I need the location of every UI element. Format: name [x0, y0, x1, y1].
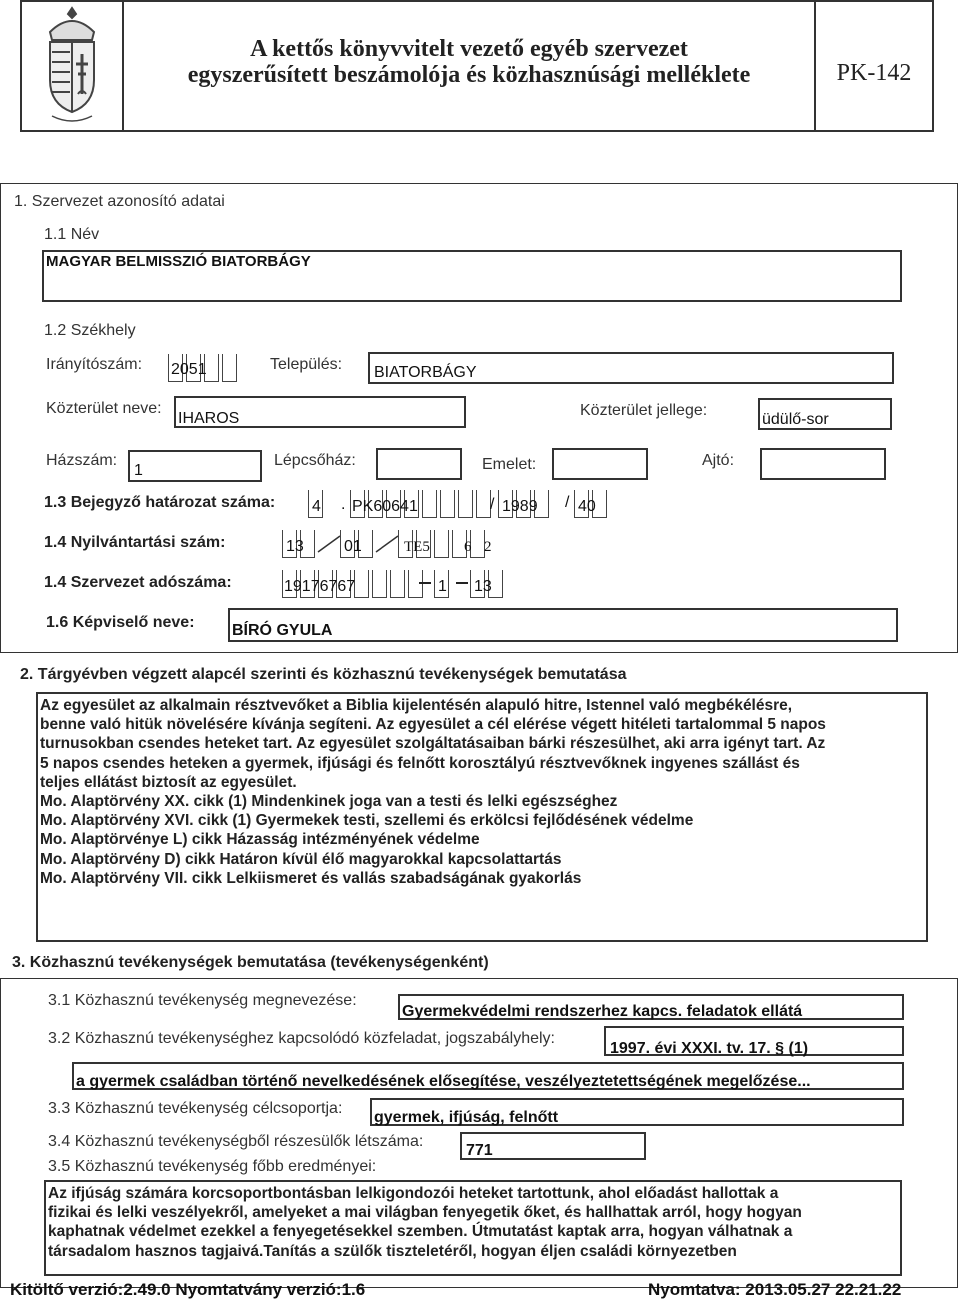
door-field[interactable]	[760, 448, 886, 480]
name-field[interactable]	[42, 250, 902, 302]
street-type-label: Közterület jellege:	[580, 402, 708, 419]
registry-part2[interactable]: PK60641	[352, 498, 418, 515]
footer-printed: Nyomtatva: 2013.05.27 22.21.22	[648, 1280, 902, 1299]
text-line: Mo. Alaptörvény VII. cikk Lelkiismeret és vallás szabadságának gyakorlás	[40, 869, 582, 887]
text-line: Az ifjúság számára korcsoportbontásban lelkigondozói heteket tartottunk, ahol előadást hallottak a	[48, 1185, 779, 1202]
zip-value[interactable]: 2051	[171, 361, 207, 378]
tax-label: 1.4 Szervezet adószáma:	[44, 574, 232, 591]
tax-part1[interactable]: 19176767	[284, 578, 356, 595]
seat-label: 1.2 Székhely	[44, 322, 136, 339]
results-field[interactable]	[44, 1180, 902, 1276]
tax-part3[interactable]: 13	[474, 578, 492, 595]
city-label: Település:	[270, 356, 343, 373]
registry-label: 1.3 Bejegyző határozat száma:	[44, 494, 276, 511]
section1-title: 1. Szervezet azonosító adatai	[14, 193, 225, 210]
text-line: Mo. Alaptörvény D) cikk Határon kívül élő magyarokkal kapcsolattartás	[40, 850, 562, 868]
city-field[interactable]	[368, 352, 894, 384]
text-line: benne való hitük növelésére kívánja segíteni. Az egyesület a cél elérése végett hitéleti tartalommal 5 napos	[40, 716, 826, 734]
record-label: 1.4 Nyilvántartási szám:	[44, 534, 226, 551]
target-group-label: 3.3 Közhasznú tevékenység célcsoportja:	[48, 1100, 343, 1117]
footer-version: Kitöltő verzió:2.49.0 Nyomtatvány verzió:1.6	[10, 1280, 366, 1299]
header-crest-box	[20, 0, 124, 132]
street-field[interactable]	[174, 396, 466, 428]
registry-part3[interactable]: 40	[578, 498, 596, 515]
text-line: Mo. Alaptörvény XVI. cikk (1) Gyermekek testi, szellemi és erkölcsi fejlődésének védelme	[40, 812, 694, 830]
form-code: PK-142	[836, 60, 912, 86]
tax-dash-2	[456, 582, 468, 584]
door-label: Ajtó:	[702, 452, 735, 469]
record-part2[interactable]: 01	[344, 538, 362, 555]
floor-field[interactable]	[552, 448, 648, 480]
text-line: Az egyesület az alkalmain résztvevőket a Biblia kijelentésén alapuló hitre, Istennel való megbékélésre,	[40, 697, 793, 714]
stair-field[interactable]	[376, 448, 462, 480]
text-line: teljes ellátást biztosít az egyesület.	[40, 773, 297, 791]
results-text	[48, 1184, 902, 1261]
results-label: 3.5 Közhasznú tevékenység főbb eredményei:	[48, 1158, 377, 1175]
section2-title: 2. Tárgyévben végzett alapcél szerinti és közhasznú tevékenységek bemutatása	[20, 666, 627, 683]
public-task-law: 1997. évi XXXI. tv. 17. § (1)	[610, 1040, 809, 1057]
section3-title: 3. Közhasznú tevékenységek bemutatása (tevékenységenként)	[12, 954, 489, 971]
public-task-law-field[interactable]	[604, 1026, 904, 1056]
hungarian-coat-of-arms-icon	[22, 2, 122, 130]
registry-slash1: /	[490, 496, 495, 513]
section2-text	[40, 696, 926, 888]
activity-name-value: Gyermekvédelmi rendszerhez kapcs. feladatok ellátá	[402, 1003, 803, 1020]
record-part4[interactable]: 6	[464, 539, 472, 555]
header-title-box	[122, 0, 816, 132]
name-value: MAGYAR BELMISSZIÓ BIATORBÁGY	[46, 253, 311, 270]
form-title-line2: egyszerűsített beszámolója és közhasznúsági melléklete	[187, 62, 751, 88]
header-code-box	[814, 0, 934, 132]
house-value: 1	[134, 462, 143, 479]
target-group-value: gyermek, ifjúság, felnőtt	[374, 1109, 559, 1126]
name-label: 1.1 Név	[44, 226, 100, 243]
zip-label: Irányítószám:	[46, 356, 143, 373]
street-type-field[interactable]	[758, 398, 892, 430]
section2-textbox[interactable]	[36, 692, 928, 942]
record-slash-2	[374, 532, 400, 556]
participants-label: 3.4 Közhasznú tevékenységből részesülők létszáma:	[48, 1133, 424, 1150]
participants-value: 771	[466, 1142, 493, 1159]
record-slash-1	[316, 532, 342, 556]
rep-label: 1.6 Képviselő neve:	[46, 614, 195, 631]
house-label: Házszám:	[46, 452, 118, 469]
public-task-label: 3.2 Közhasznú tevékenységhez kapcsolódó közfeladat, jogszabályhely:	[48, 1030, 555, 1047]
record-part1[interactable]: 13	[286, 538, 304, 555]
house-field[interactable]	[128, 450, 262, 482]
registry-part1[interactable]: 4	[312, 498, 321, 515]
activity-name-field[interactable]	[398, 994, 904, 1020]
public-task-field[interactable]	[72, 1062, 904, 1090]
registry-slash2: /	[565, 494, 570, 511]
city-value: BIATORBÁGY	[374, 364, 477, 381]
record-part5[interactable]: 2	[484, 539, 492, 555]
rep-value: BÍRÓ GYULA	[232, 622, 333, 639]
activity-name-label: 3.1 Közhasznú tevékenység megnevezése:	[48, 992, 357, 1009]
public-task-value: a gyermek családban történő nevelkedésének elősegítése, veszélyeztetettségének megelőzése...	[76, 1073, 811, 1090]
rep-field[interactable]	[228, 608, 898, 642]
registry-year[interactable]: 1989	[502, 498, 538, 515]
street-value: IHAROS	[178, 410, 240, 427]
text-line: kaphatnak védelmet ezekkel a fenyegetésekkel szemben. Útmutatást kaptak arra, hogyan válhatnak a	[48, 1223, 793, 1241]
record-part3[interactable]: TE5	[404, 539, 430, 555]
registry-dot: .	[341, 496, 346, 513]
street-type-value: üdülő-sor	[762, 411, 829, 428]
text-line: társadalom hasznos tagjaivá.Tanítás a szülők tiszteletéről, hogyan éljen családi környezetben	[48, 1242, 737, 1260]
text-line: 5 napos csendes heteken a gyermek, ifjúsági és felnőtt korosztályú résztvevőknek ingyenes szállást és	[40, 754, 800, 772]
stair-label: Lépcsőház:	[274, 452, 356, 469]
text-line: Mo. Alaptörvénye L) cikk Házasság intézményének védelme	[40, 831, 480, 849]
target-group-field[interactable]	[370, 1098, 904, 1126]
text-line: fizikai és lelki veszélyekről, amelyeket a mai világban fenyegetik őket, és hallhattak arról, hogy hogyan	[48, 1204, 802, 1222]
tax-part2[interactable]: 1	[438, 578, 447, 595]
tax-dash-1	[419, 582, 431, 584]
form-title-line1: A kettős könyvvitelt vezető egyéb szervezet	[250, 36, 688, 62]
text-line: Mo. Alaptörvény XX. cikk (1) Mindenkinek joga van a testi és lelki egészséghez	[40, 793, 618, 811]
street-label: Közterület neve:	[46, 400, 162, 417]
text-line: turnusokban csendes heteket tart. Az egyesület szolgáltatásaiban bárki részesülhet, aki arra igényt tart. Az	[40, 735, 826, 753]
floor-label: Emelet:	[482, 456, 537, 473]
participants-field[interactable]	[460, 1132, 646, 1160]
